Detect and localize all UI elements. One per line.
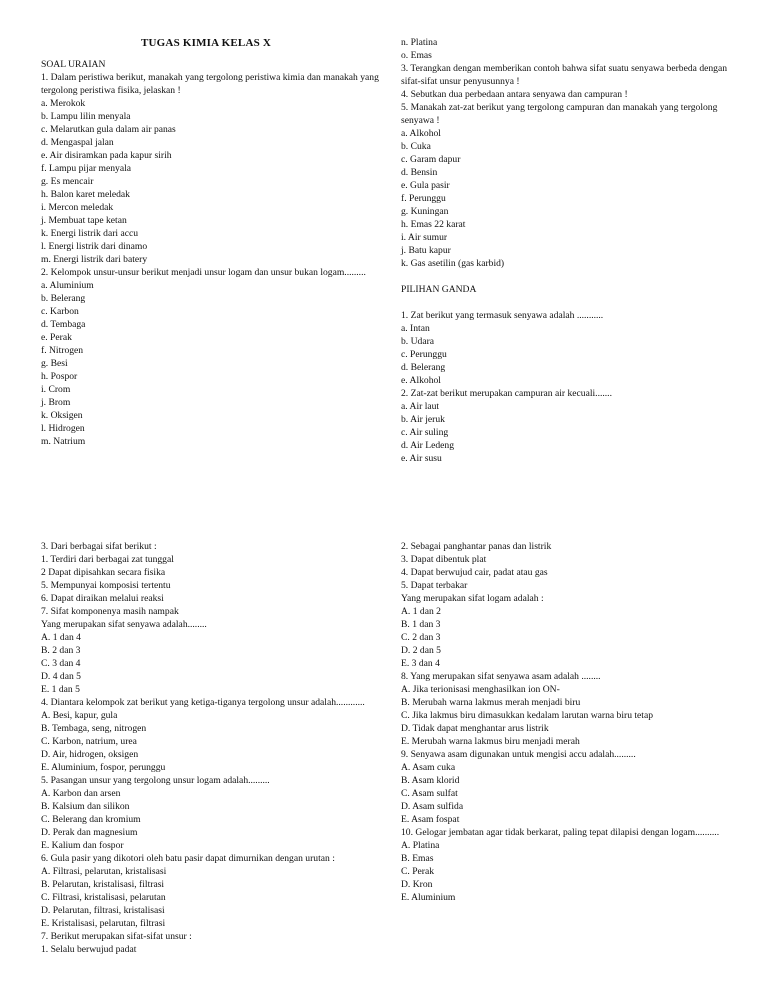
multiple-choice-list: [401, 309, 746, 465]
text-line: A. Asam cuka: [401, 762, 456, 773]
text-line: g. Kuningan: [401, 206, 449, 217]
text-line: E. Aluminium: [401, 892, 456, 903]
text-line: E. Merubah warna lakmus biru menjadi merah: [401, 736, 580, 747]
text-line: 6. Gula pasir yang dikotori oleh batu pasir dapat dimurnikan dengan urutan :: [41, 853, 335, 864]
text-line: h. Emas 22 karat: [401, 219, 466, 230]
text-line: j. Brom: [41, 397, 71, 408]
text-line: h. Pospor: [41, 371, 78, 382]
text-line: f. Nitrogen: [41, 345, 84, 356]
text-line: 2. Zat-zat berikut merupakan campuran air kecuali.......: [401, 388, 612, 399]
text-line: e. Air susu: [401, 453, 442, 464]
left-bottom-column: [41, 540, 386, 956]
multiple-choice-heading: PILIHAN GANDA: [401, 284, 477, 295]
text-line: j. Batu kapur: [401, 245, 451, 256]
text-line: 10. Gelogar jembatan agar tidak berkarat, paling tepat dilapisi dengan logam..........: [401, 827, 720, 838]
text-line: 3. Dari berbagai sifat berikut :: [41, 541, 157, 552]
text-line: k. Energi listrik dari accu: [41, 228, 139, 239]
text-line: C. Asam sulfat: [401, 788, 458, 799]
text-line: l. Energi listrik dari dinamo: [41, 241, 148, 252]
text-line: A. 1 dan 2: [401, 606, 441, 617]
text-line: 1. Terdiri dari berbagai zat tunggal: [41, 554, 174, 565]
text-line: 4. Sebutkan dua perbedaan antara senyawa dan campuran !: [401, 89, 628, 100]
text-line: C. 3 dan 4: [41, 658, 81, 669]
right-top-column: [401, 36, 746, 465]
text-line: k. Gas asetilin (gas karbid): [401, 258, 505, 269]
text-line: 9. Senyawa asam digunakan untuk mengisi accu adalah.........: [401, 749, 636, 760]
text-line: a. Intan: [401, 323, 430, 334]
text-line: B. Pelarutan, kristalisasi, filtrasi: [41, 879, 165, 890]
text-line: C. 2 dan 3: [401, 632, 441, 643]
text-line: d. Air Ledeng: [401, 440, 455, 451]
text-line: A. Besi, kapur, gula: [41, 710, 118, 721]
text-line: h. Balon karet meledak: [41, 189, 130, 200]
text-line: b. Cuka: [401, 141, 431, 152]
text-line: B. Emas: [401, 853, 434, 864]
text-line: i. Air sumur: [401, 232, 448, 243]
text-line: e. Perak: [41, 332, 72, 343]
essay-section: [41, 58, 386, 448]
text-line: C. Belerang dan kromium: [41, 814, 141, 825]
text-line: D. 4 dan 5: [41, 671, 81, 682]
text-line: A. Platina: [401, 840, 440, 851]
text-line: D. Pelarutan, filtrasi, kristalisasi: [41, 905, 165, 916]
text-line: b. Air jeruk: [401, 414, 445, 425]
text-line: A. Karbon dan arsen: [41, 788, 121, 799]
text-line: d. Tembaga: [41, 319, 86, 330]
essay-continuation: [401, 36, 746, 270]
text-line: 1. Zat berikut yang termasuk senyawa adalah ...........: [401, 310, 604, 321]
text-line: l. Hidrogen: [41, 423, 85, 434]
text-line: A. Filtrasi, pelarutan, kristalisasi: [41, 866, 167, 877]
text-line: c. Garam dapur: [401, 154, 461, 165]
text-line: E. Kalium dan fospor: [41, 840, 124, 851]
text-line: m. Natrium: [41, 436, 86, 447]
text-line: A. Jika terionisasi menghasilkan ion ON-: [401, 684, 560, 695]
text-line: C. Perak: [401, 866, 435, 877]
text-line: g. Es mencair: [41, 176, 94, 187]
text-line: n. Platina: [401, 37, 438, 48]
text-line: f. Lampu pijar menyala: [41, 163, 132, 174]
text-line: 6. Dapat diraikan melalui reaksi: [41, 593, 164, 604]
text-line: b. Udara: [401, 336, 435, 347]
text-line: a. Merokok: [41, 98, 86, 109]
text-line: i. Mercon meledak: [41, 202, 114, 213]
text-line: 5. Dapat terbakar: [401, 580, 468, 591]
text-line: D. Perak dan magnesium: [41, 827, 138, 838]
text-line: SOAL URAIAN: [41, 59, 106, 70]
text-line: a. Alkohol: [401, 128, 441, 139]
text-line: E. Asam fospat: [401, 814, 460, 825]
text-line: 7. Berikut merupakan sifat-sifat unsur :: [41, 931, 192, 942]
text-line: D. Kron: [401, 879, 433, 890]
text-line: g. Besi: [41, 358, 68, 369]
text-line: e. Gula pasir: [401, 180, 450, 191]
text-line: a. Aluminium: [41, 280, 94, 291]
text-line: 2. Kelompok unsur-unsur berikut menjadi unsur logam dan unsur bukan logam.........: [41, 267, 366, 278]
text-line: d. Belerang: [401, 362, 446, 373]
text-line: A. 1 dan 4: [41, 632, 81, 643]
text-line: c. Air suling: [401, 427, 449, 438]
text-line: B. Asam klorid: [401, 775, 460, 786]
text-line: b. Belerang: [41, 293, 86, 304]
text-line: B. Merubah warna lakmus merah menjadi biru: [401, 697, 581, 708]
text-line: m. Energi listrik dari batery: [41, 254, 148, 265]
text-line: B. 2 dan 3: [41, 645, 81, 656]
text-line: e. Alkohol: [401, 375, 441, 386]
text-line: D. 2 dan 5: [401, 645, 441, 656]
text-line: k. Oksigen: [41, 410, 83, 421]
text-line: 8. Yang merupakan sifat senyawa asam adalah ........: [401, 671, 601, 682]
text-line: j. Membuat tape ketan: [41, 215, 127, 226]
text-line: f. Perunggu: [401, 193, 446, 204]
text-line: d. Mengaspal jalan: [41, 137, 114, 148]
text-line: Yang merupakan sifat logam adalah :: [401, 593, 544, 604]
text-line: c. Perunggu: [401, 349, 447, 360]
text-line: E. 3 dan 4: [401, 658, 440, 669]
text-line: 7. Sifat komponenya masih nampak: [41, 606, 179, 617]
text-line: B. 1 dan 3: [401, 619, 441, 630]
text-line: i. Crom: [41, 384, 71, 395]
text-line: b. Lampu lilin menyala: [41, 111, 131, 122]
text-line: B. Kalsium dan silikon: [41, 801, 130, 812]
text-line: 5. Manakah zat-zat berikut yang tergolong campuran dan manakah yang tergolong senyawa !: [401, 102, 718, 126]
text-line: E. Kristalisasi, pelarutan, filtrasi: [41, 918, 166, 929]
text-line: C. Karbon, natrium, urea: [41, 736, 137, 747]
text-line: B. Tembaga, seng, nitrogen: [41, 723, 147, 734]
document-title: TUGAS KIMIA KELAS X: [140, 37, 272, 49]
text-line: d. Bensin: [401, 167, 438, 178]
right-bottom-column: [401, 540, 746, 904]
text-line: D. Air, hidrogen, oksigen: [41, 749, 139, 760]
text-line: 1. Selalu berwujud padat: [41, 944, 137, 955]
text-line: c. Melarutkan gula dalam air panas: [41, 124, 176, 135]
text-line: 5. Pasangan unsur yang tergolong unsur logam adalah.........: [41, 775, 270, 786]
text-line: 2. Sebagai panghantar panas dan listrik: [401, 541, 552, 552]
text-line: o. Emas: [401, 50, 432, 61]
text-line: D. Tidak dapat menghantar arus listrik: [401, 723, 549, 734]
text-line: 5. Mempunyai komposisi tertentu: [41, 580, 171, 591]
text-line: 4. Dapat berwujud cair, padat atau gas: [401, 567, 548, 578]
text-line: 4. Diantara kelompok zat berikut yang ketiga-tiganya tergolong unsur adalah............: [41, 697, 365, 708]
text-line: Yang merupakan sifat senyawa adalah........: [41, 619, 207, 630]
text-line: 3. Terangkan dengan memberikan contoh bahwa sifat suatu senyawa berbeda dengan sifat-sifat unsur penyusunnya !: [401, 63, 728, 87]
text-line: D. Asam sulfida: [401, 801, 464, 812]
text-line: C. Filtrasi, kristalisasi, pelarutan: [41, 892, 166, 903]
text-line: 1. Dalam peristiwa berikut, manakah yang tergolong peristiwa kimia dan manakah yang tergolong peristiwa fisika, jelaskan !: [41, 72, 379, 96]
text-line: c. Karbon: [41, 306, 79, 317]
text-line: C. Jika lakmus biru dimasukkan kedalam larutan warna biru tetap: [401, 710, 654, 721]
text-line: a. Air laut: [401, 401, 440, 412]
text-line: e. Air disiramkan pada kapur sirih: [41, 150, 172, 161]
text-line: E. 1 dan 5: [41, 684, 80, 695]
text-line: 3. Dapat dibentuk plat: [401, 554, 487, 565]
text-line: 2 Dapat dipisahkan secara fisika: [41, 567, 166, 578]
text-line: E. Aluminium, fospor, perunggu: [41, 762, 166, 773]
